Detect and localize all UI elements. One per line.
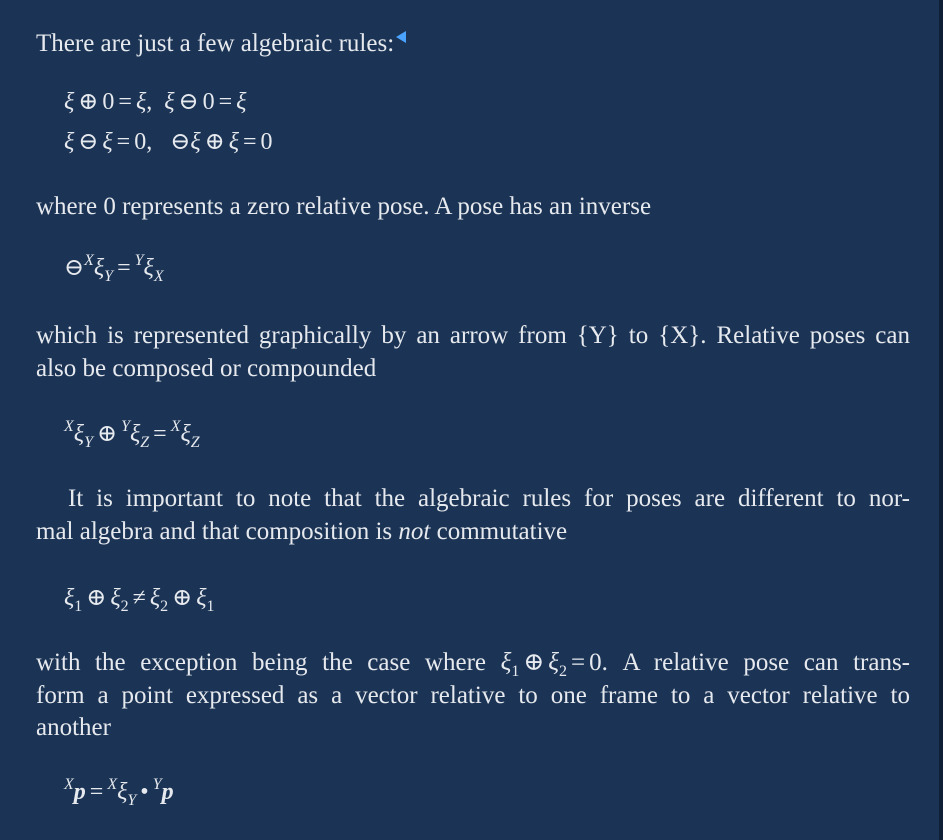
bookmark-marker-icon[interactable]: [396, 31, 406, 43]
rule-equation-2: ξ ⊖ ξ = 0, ⊖ξ ⊕ ξ = 0: [64, 129, 273, 155]
rule-equation-1: ξ ⊕ 0 = ξ, ξ ⊖ 0 = ξ: [64, 89, 247, 115]
important-paragraph-line-2: mal algebra and that composition is not commutative: [36, 518, 568, 545]
composition-equation: $^X\xi_Y$ ⊕ $^Y\xi_Z = ^X\xi_Z$: [64, 418, 200, 451]
point-transform-equation: $^Xp = ^X\xi_Y$ • $^Y$p: [64, 776, 174, 809]
graph-paragraph-line-1: which is represented graphically by an arrow from {Y} to {X}. Relative poses can: [36, 322, 910, 349]
inverse-equation: $⊖^X\xi_Y = ^Y\xi_X$: [64, 252, 164, 285]
noncommutative-equation: $\xi_1$ ⊕ $\xi_2 \ne \xi_2$ ⊕ $\xi_1$: [64, 585, 215, 615]
exception-paragraph-line-3: another: [36, 714, 111, 741]
important-paragraph-line-1: It is important to note that the algebraic rules for poses are different to nor-: [68, 485, 910, 512]
intro-text: There are just a few algebraic rules:: [36, 30, 395, 57]
exception-paragraph-line-2: form a point expressed as a vector relative to one frame to a vector relative to: [36, 682, 910, 709]
zero-pose-paragraph: where 0 represents a zero relative pose. A pose has an inverse: [36, 193, 652, 220]
exception-paragraph-line-1: with the exception being the case where $\xi_1$ ⊕ $\xi_2 = 0$. A relative pose can trans-: [36, 649, 910, 680]
graph-paragraph-line-2: also be composed or compounded: [36, 355, 377, 382]
intro-paragraph: [36, 27, 406, 60]
